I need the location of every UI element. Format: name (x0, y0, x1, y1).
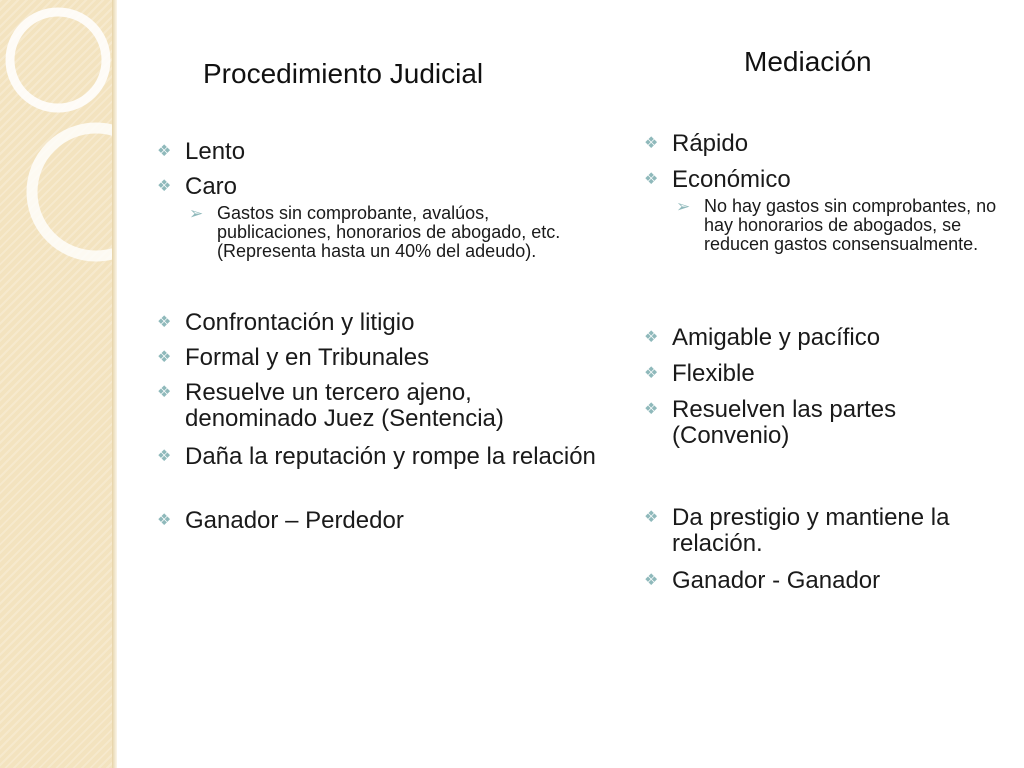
diamond-bullet-icon: ❖ (157, 349, 172, 366)
list-item-text: Ganador - Ganador (672, 567, 881, 594)
list-item (157, 310, 625, 336)
list-item-text: Rápido (672, 130, 749, 157)
list-item (157, 508, 625, 534)
list-item (644, 505, 1024, 557)
list-item (644, 325, 1024, 351)
diamond-bullet-icon: ❖ (644, 135, 659, 152)
list-item-text: Formal y en Tribunales (185, 344, 430, 371)
diamond-bullet-icon: ❖ (157, 384, 172, 401)
list-item-text: Ganador – Perdedor (185, 507, 404, 534)
sub-list-item-text: No hay gastos sin comprobantes, no hay honorarios de abogados, se reducen gastos consensualmente. (704, 196, 997, 254)
list-item (644, 568, 1024, 594)
diamond-bullet-icon: ❖ (644, 171, 659, 188)
list-item-text: Flexible (672, 360, 755, 387)
diamond-bullet-icon: ❖ (644, 401, 659, 418)
diamond-bullet-icon: ❖ (157, 448, 172, 465)
diamond-bullet-icon: ❖ (157, 178, 172, 195)
left-column-title: Procedimiento Judicial (203, 58, 484, 89)
sub-list (672, 197, 1024, 254)
sub-list-item-text: Gastos sin comprobante, avalúos, publicaciones, honorarios de abogado, etc. (Representa hasta un 40% del adeudo). (217, 203, 561, 261)
list-item-text: Confrontación y litigio (185, 309, 415, 336)
list-item (157, 139, 625, 165)
list-item (157, 345, 625, 371)
arrow-bullet-icon: ➢ (676, 197, 691, 216)
sub-list-item (672, 197, 1014, 254)
diamond-bullet-icon: ❖ (644, 365, 659, 382)
diamond-bullet-icon: ❖ (644, 329, 659, 346)
list-item-text: Resuelven las partes (Convenio) (672, 396, 897, 449)
list-item (157, 380, 600, 432)
sub-list (185, 204, 625, 261)
list-item (157, 444, 610, 470)
decorative-rings (0, 0, 112, 768)
right-column-title: Mediación (744, 46, 872, 77)
list-item-text: Caro (185, 173, 238, 200)
diamond-bullet-icon: ❖ (157, 512, 172, 529)
diamond-bullet-icon: ❖ (644, 509, 659, 526)
list-item (644, 397, 1002, 449)
list-item-text: Da prestigio y mantiene la relación. (672, 504, 950, 557)
list-item-text: Amigable y pacífico (672, 324, 881, 351)
diamond-bullet-icon: ❖ (644, 572, 659, 589)
list-item (644, 361, 1024, 387)
list-item (157, 174, 625, 261)
sidebar-edge (112, 0, 117, 768)
list-item (644, 167, 1024, 254)
decorative-sidebar (0, 0, 112, 768)
list-item-text: Lento (185, 138, 246, 165)
arrow-bullet-icon: ➢ (189, 204, 204, 223)
diamond-bullet-icon: ❖ (157, 143, 172, 160)
diamond-bullet-icon: ❖ (157, 314, 172, 331)
list-item (644, 131, 1024, 157)
sub-list-item (185, 204, 577, 261)
list-item-text: Resuelve un tercero ajeno, denominado Juez (Sentencia) (185, 379, 504, 432)
list-item-text: Daña la reputación y rompe la relación (185, 443, 596, 470)
list-item-text: Económico (672, 166, 791, 193)
